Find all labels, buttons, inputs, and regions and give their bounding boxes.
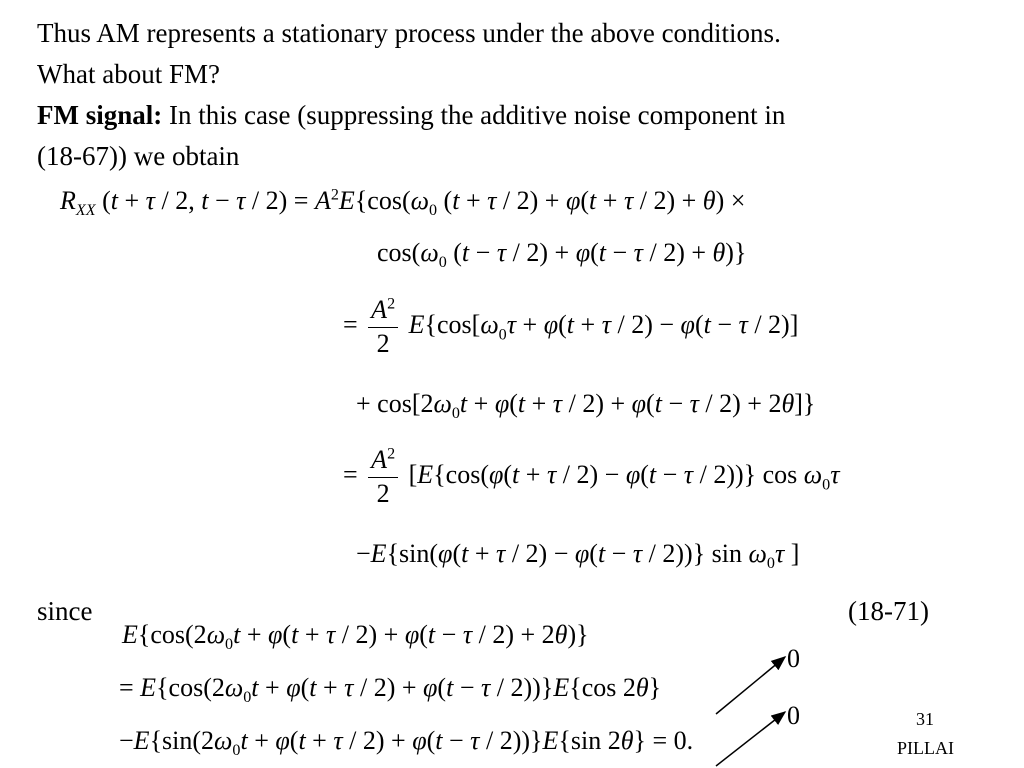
equation-number: (18-71) [848, 596, 929, 626]
fm-signal-label: FM signal: [37, 100, 163, 130]
fraction-a-squared-over-2: $\frac{A^2}{2}$ [368, 296, 398, 358]
text-line-2: What about FM? [37, 59, 220, 89]
zero-annotation-1: 0 [787, 644, 800, 673]
text-line-3-rest: In this case (suppressing the additive noise component in [162, 100, 786, 130]
fraction-a-squared-over-2: $\frac{A^2}{2}$ [368, 446, 398, 508]
equation-result-line-2: −E{sin(φ(t + τ / 2) − φ(t − τ / 2))} $\sin \omega_0\tau$ ] [356, 539, 800, 573]
arrow-to-zero-2 [716, 712, 785, 766]
equation-result-line-1: = $\frac{A^2}{2}$ [E{cos(φ(t + τ / 2) − φ(t − τ / 2))} $\cos \omega_0\tau$ [343, 445, 840, 508]
equation-autocorrelation-line-2: $\cos(\omega_0$ (t − τ / 2) + φ(t − τ / 2) + θ)} [377, 238, 747, 272]
zero-annotation-2: 0 [787, 701, 800, 730]
arrow-to-zero-1 [716, 657, 785, 714]
equation-expansion-line-1: = $\frac{A^2}{2}$ $E\{\cos[\omega_0\tau + \varphi(t + \tau / 2) - \varphi(t - \tau / 2)]$ [343, 295, 799, 358]
equation-since-line-1: $E\{\cos(2\omega_0t + \varphi(t + \tau / 2) + \varphi(t - \tau / 2) + 2\theta)\}$ [122, 620, 589, 654]
text-line-1: Thus AM represents a stationary process under the above conditions. [37, 18, 781, 48]
page-number: 31 [916, 709, 934, 729]
equation-since-line-3: $-E\{\sin(2\omega_0t + \varphi(t + \tau / 2) + \varphi(t - \tau / 2))\}E\{\sin$ 2θ} = 0. [119, 726, 694, 760]
since-label: since [37, 596, 93, 626]
equation-expansion-line-2: + $\cos[2\omega_0t + \varphi(t + \tau / 2) + \varphi(t - \tau / 2) + 2\theta]$} [356, 389, 816, 423]
text-line-4: (18-67)) we obtain [37, 141, 240, 171]
author-label: PILLAI [897, 738, 954, 758]
equation-autocorrelation-line-1: $R_{XX}$ (t + τ / 2, $t - \tau / 2) = A^2E\{\cos(\omega_0$ (t + τ / 2) + φ(t + τ / 2) + θ) × [60, 186, 746, 220]
equation-since-line-2: = $E\{\cos(2\omega_0t + \varphi(t + \tau / 2) + \varphi(t - \tau / 2))\}E\{\cos$ 2θ} [119, 673, 662, 707]
